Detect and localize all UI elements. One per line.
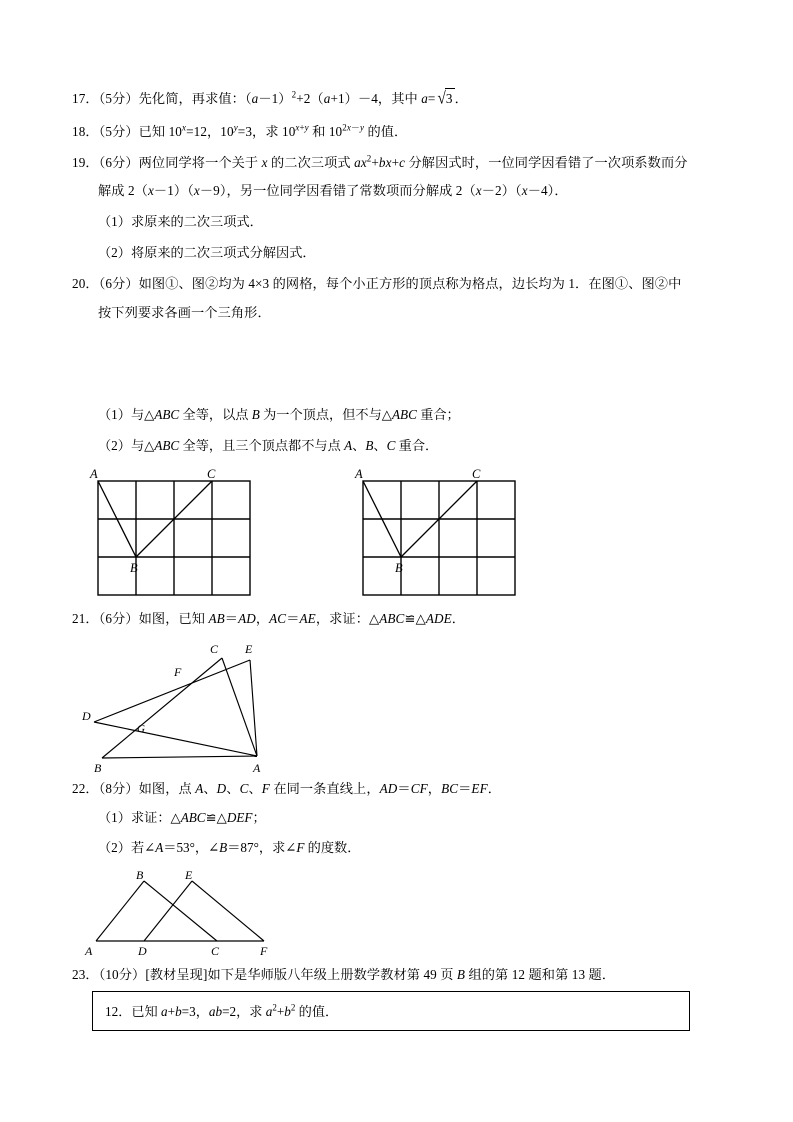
question-18-text: 18．（5分）已知 $10^x=12$，$10^y=3$，求 $10^{x+y}$ 和 $10^{2x-y}$ 的值． — [72, 122, 408, 139]
question-23-box-text: 12．已知 a+b=3，ab=2，求 $a^2+b^2$ 的值． — [105, 1002, 339, 1019]
figure-1-label-B: B — [130, 560, 138, 575]
question-22-sub1-text: （1）求证：△ABC≌△DEF； — [98, 809, 266, 825]
figure-21-label-E: E — [245, 641, 253, 656]
figure-21-label-F: F — [174, 664, 182, 679]
figure-1-label-A: A — [90, 466, 98, 481]
question-20-line1 — [72, 274, 732, 294]
question-22-sub2-text: （2）若∠A＝53°，∠B＝87°，求∠F 的度数． — [98, 840, 361, 856]
figure-2-label-C: C — [472, 466, 481, 481]
question-17-text: 17．（5分）先化简，再求值：$(a-1)^2+2(a+1)-4$，其中 a= √3 ． — [72, 88, 468, 109]
question-19-line2 — [98, 181, 732, 201]
question-22-sub1 — [98, 808, 732, 828]
question-21 — [72, 609, 732, 629]
figure-1-container — [86, 467, 281, 599]
question-20-sub1-text: （1）与△ABC 全等，以点 B 为一个顶点，但不与△ABC 重合； — [98, 407, 460, 423]
figure-22-svg — [82, 869, 297, 959]
figure-2-container — [351, 467, 546, 599]
question-21-figure — [82, 640, 732, 775]
question-19-sub2-text: （2）将原来的二次三项式分解因式． — [98, 244, 316, 260]
question-22-figure — [82, 869, 732, 959]
question-22-line1-text: 22．（8分）如图，点 A、D、C、F 在同一条直线上，AD＝CF，BC＝EF． — [72, 780, 502, 796]
question-19-line2-text: 解成 2（x－1）（x－9），另一位同学因看错了常数项而分解成 2（x－2）（x－4）． — [98, 183, 568, 199]
question-21-text: 21．（6分）如图，已知 AB＝AD，AC＝AE，求证：△ABC≌△ADE． — [72, 610, 466, 626]
question-19-sub1 — [98, 212, 732, 232]
figure-2-grid-svg — [351, 467, 546, 597]
question-23-line1-text: 23．（10分）[教材呈现]如下是华师版八年级上册数学教材第 49 页 B 组的第 12 题和第 13 题． — [72, 967, 616, 983]
question-20-sub1 — [98, 405, 732, 425]
figure-22-label-E: E — [185, 869, 193, 883]
question-22-line1 — [72, 779, 732, 799]
question-20-line2 — [98, 303, 732, 323]
figure-22-label-A: A — [85, 944, 93, 959]
figure-21-label-A: A — [253, 760, 261, 775]
figure-21-label-B: B — [94, 760, 102, 775]
question-20-sub2-text: （2）与△ABC 全等，且三个顶点都不与点 A、B、C 重合． — [98, 438, 439, 454]
question-20-sub2 — [98, 436, 732, 456]
figure-1-grid-svg — [86, 467, 281, 597]
question-20-figures — [86, 467, 732, 599]
figure-2-label-B: B — [395, 560, 403, 575]
figure-22-label-F: F — [260, 944, 268, 959]
figure-1-label-C: C — [207, 466, 216, 481]
question-20-line1-text: 20．（6分）如图①、图②均为 4×3 的网格，每个小正方形的顶点称为格点，边长均为 1．在图①、图②中 — [72, 275, 682, 291]
figure-2-label-A: A — [355, 466, 363, 481]
question-18 — [72, 122, 732, 142]
question-19-line1-text: 19．（6分）两位同学将一个关于 x 的二次三项式 $ax^2+bx+c$ 分解因式时，一位同学因看错了一次项系数而分 — [72, 153, 688, 170]
figure-21-label-C: C — [210, 641, 219, 656]
figure-21-label-G: G — [137, 722, 145, 735]
figure-22-label-C: C — [211, 944, 220, 959]
figure-22-label-B: B — [136, 869, 144, 883]
figure-21-svg — [82, 640, 312, 775]
figure-22-label-D: D — [138, 944, 147, 959]
page-content — [72, 88, 732, 1031]
question-19-sub1-text: （1）求原来的二次三项式． — [98, 214, 263, 230]
question-23-line1 — [72, 965, 732, 985]
question-19-sub2 — [98, 243, 732, 263]
figure-21-label-D: D — [82, 708, 91, 723]
question-20-blank-space — [72, 333, 732, 405]
question-22-sub2 — [98, 838, 732, 858]
question-23-textbook-box — [92, 991, 690, 1031]
question-20-line2-text: 按下列要求各画一个三角形． — [98, 304, 271, 320]
question-17 — [72, 88, 732, 111]
question-19-line1 — [72, 153, 732, 173]
